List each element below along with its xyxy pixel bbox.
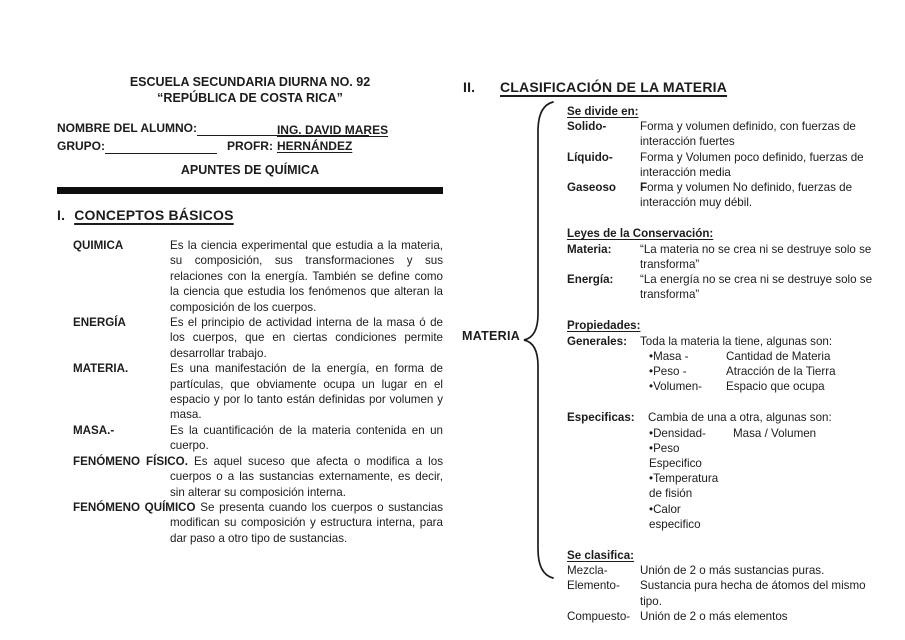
bullet-name: • Masa - [649, 349, 726, 364]
bullet-desc [733, 471, 876, 501]
materia-label: MATERIA [462, 329, 521, 343]
outline-row [567, 410, 876, 425]
bullet-name: • Temperatura de fisión [649, 471, 733, 501]
bullet-desc: Atracción de la Tierra [726, 365, 836, 379]
bullet-item [640, 364, 876, 379]
bullet-item [640, 379, 876, 394]
outline-row [567, 150, 876, 180]
row-definition: Sustancia pura hecha de átomos del mismo tipo. [640, 579, 866, 608]
term-definition: Se presenta cuando los cuerpos o sustancias modifican su composición y estructura interna, para dar paso a otro tipo de sustancias. [170, 500, 443, 545]
row-label: Elemento- [567, 579, 620, 593]
bullet-item [640, 471, 876, 501]
row-label: Energía: [567, 273, 614, 287]
term-label: MASA.- [73, 423, 115, 437]
outline-row [567, 563, 876, 578]
general-properties [567, 334, 876, 395]
term-definition: Es la cuantificación de la materia contenida en un cuerpo. [170, 423, 443, 453]
term-label: ENERGÍA [73, 316, 126, 330]
row-intro: Cambia de una a otra, algunas son: [648, 411, 832, 425]
bullet-name: • Densidad- [649, 426, 733, 441]
term-row [73, 238, 443, 315]
term-row [73, 500, 443, 546]
specific-properties [567, 410, 876, 532]
curly-brace [521, 101, 557, 579]
term-label: QUIMICA [73, 239, 124, 252]
row-definition: “La materia no se crea ni se destruye solo se transforma” [640, 242, 872, 271]
bullet-item [640, 349, 876, 364]
term-definition: Es la ciencia experimental que estudia a la materia, su composición, sus transformaciones y sus relaciones con la energía. También se define como la ciencia que estudia los fenómenos que alteran la composición de los cuerpos. [170, 239, 443, 314]
section-1-title: CONCEPTOS BÁSICOS [74, 207, 234, 223]
section-2-number: II. [463, 79, 476, 95]
bullet-desc: Masa / Volumen [733, 426, 817, 440]
term-row [73, 315, 443, 361]
outline-row [567, 180, 876, 210]
row-definition: “La energía no se crea ni se destruye solo se transforma” [640, 273, 873, 302]
bullet-item [640, 426, 876, 441]
outline-row [567, 609, 876, 624]
bullet-name: • Peso - [649, 364, 726, 379]
term-row [73, 423, 443, 454]
row-label: Mezcla- [567, 564, 608, 578]
section-2-heading [463, 79, 727, 95]
properties-section [567, 318, 876, 532]
bullet-list [640, 349, 876, 395]
properties-heading: Propiedades: [567, 319, 641, 333]
outline-row [567, 349, 876, 395]
section-2-title: CLASIFICACIÓN DE LA MATERIA [500, 79, 728, 95]
school-motto: “REPÚBLICA DE COSTA RICA” [157, 91, 343, 105]
outline-row [567, 426, 876, 532]
bullet-name: • Calor especifico [649, 502, 733, 532]
bullet-desc [733, 441, 876, 471]
row-label: Líquido- [567, 150, 613, 164]
row-label: Gaseoso [567, 181, 616, 195]
row-label: Compuesto- [567, 609, 631, 623]
divider-bar [57, 187, 443, 194]
outline-row [567, 334, 876, 349]
bullet-item [640, 441, 876, 471]
bullet-item [640, 502, 876, 532]
row-definition: Unión de 2 o más sustancias puras. [640, 564, 825, 578]
outline-row [567, 242, 876, 272]
section-1-heading [57, 207, 234, 223]
term-definition: Es el principio de actividad interna de la masa ó de los cuerpos, que en ciertas condiciones permite desarrollar trabajo. [170, 316, 443, 360]
school-header [57, 74, 443, 106]
group-blank [105, 141, 217, 154]
student-form [57, 120, 443, 156]
row-label: Especificas: [567, 411, 635, 425]
materia-outline [567, 104, 876, 624]
term-definition: Es una manifestación de la energía, en forma de partículas, que obviamente ocupa un lugar en el espacio y por lo tanto están definidas por volumen y masa. [170, 362, 443, 422]
row-label: Generales: [567, 334, 627, 348]
classification-section [567, 548, 876, 624]
bullet-desc: Cantidad de Materia [726, 349, 831, 363]
group-label: GRUPO: [57, 139, 105, 153]
term-row [73, 454, 443, 500]
professor-name: ING. DAVID MARES HERNÁNDEZ [276, 123, 389, 153]
section-1-number: I. [57, 207, 66, 223]
divide-section [567, 104, 876, 210]
outline-row [567, 119, 876, 149]
row-definition: Unión de 2 o más elementos [640, 609, 788, 623]
row-definition: Forma y volumen No definido, fuerzas de interacción muy débil. [640, 181, 853, 210]
divide-heading: Se divide en: [567, 105, 639, 118]
row-definition: Forma y volumen definido, con fuerzas de interacción fuertes [640, 120, 856, 149]
bullet-desc [733, 502, 876, 532]
professor-label: PROFR: [226, 139, 273, 153]
outline-row [567, 272, 876, 302]
term-row [73, 361, 443, 423]
conservation-heading: Leyes de la Conservación: [567, 227, 714, 241]
bullet-name: • Peso Especifico [649, 441, 733, 471]
bullet-name: • Volumen- [649, 379, 726, 394]
student-name-label: NOMBRE DEL ALUMNO: [57, 121, 197, 135]
school-name: ESCUELA SECUNDARIA DIURNA NO. 92 [129, 75, 371, 89]
row-intro: Toda la materia la tiene, algunas son: [640, 334, 833, 348]
bullet-list [640, 426, 876, 532]
term-label: FENÓMENO QUÍMICO [73, 500, 196, 514]
outline-row [567, 578, 876, 608]
term-label: FENÓMENO FÍSICO. [73, 454, 188, 468]
bullet-desc: Espacio que ocupa [726, 380, 825, 394]
conservation-section [567, 226, 876, 302]
term-label: MATERIA. [73, 362, 129, 376]
row-definition: Forma y Volumen poco definido, fuerzas de interacción media [640, 150, 864, 179]
concepts-list [73, 238, 443, 546]
classification-heading: Se clasifica: [567, 549, 635, 563]
document-title: APUNTES DE QUÍMICA [180, 163, 320, 177]
row-label: Solido- [567, 120, 607, 134]
row-label: Materia: [567, 242, 612, 256]
term-definition: Es aquel suceso que afecta o modifica a los cuerpos o a las sustancias externamente, es decir, sin alterar su composición interna. [170, 454, 444, 499]
